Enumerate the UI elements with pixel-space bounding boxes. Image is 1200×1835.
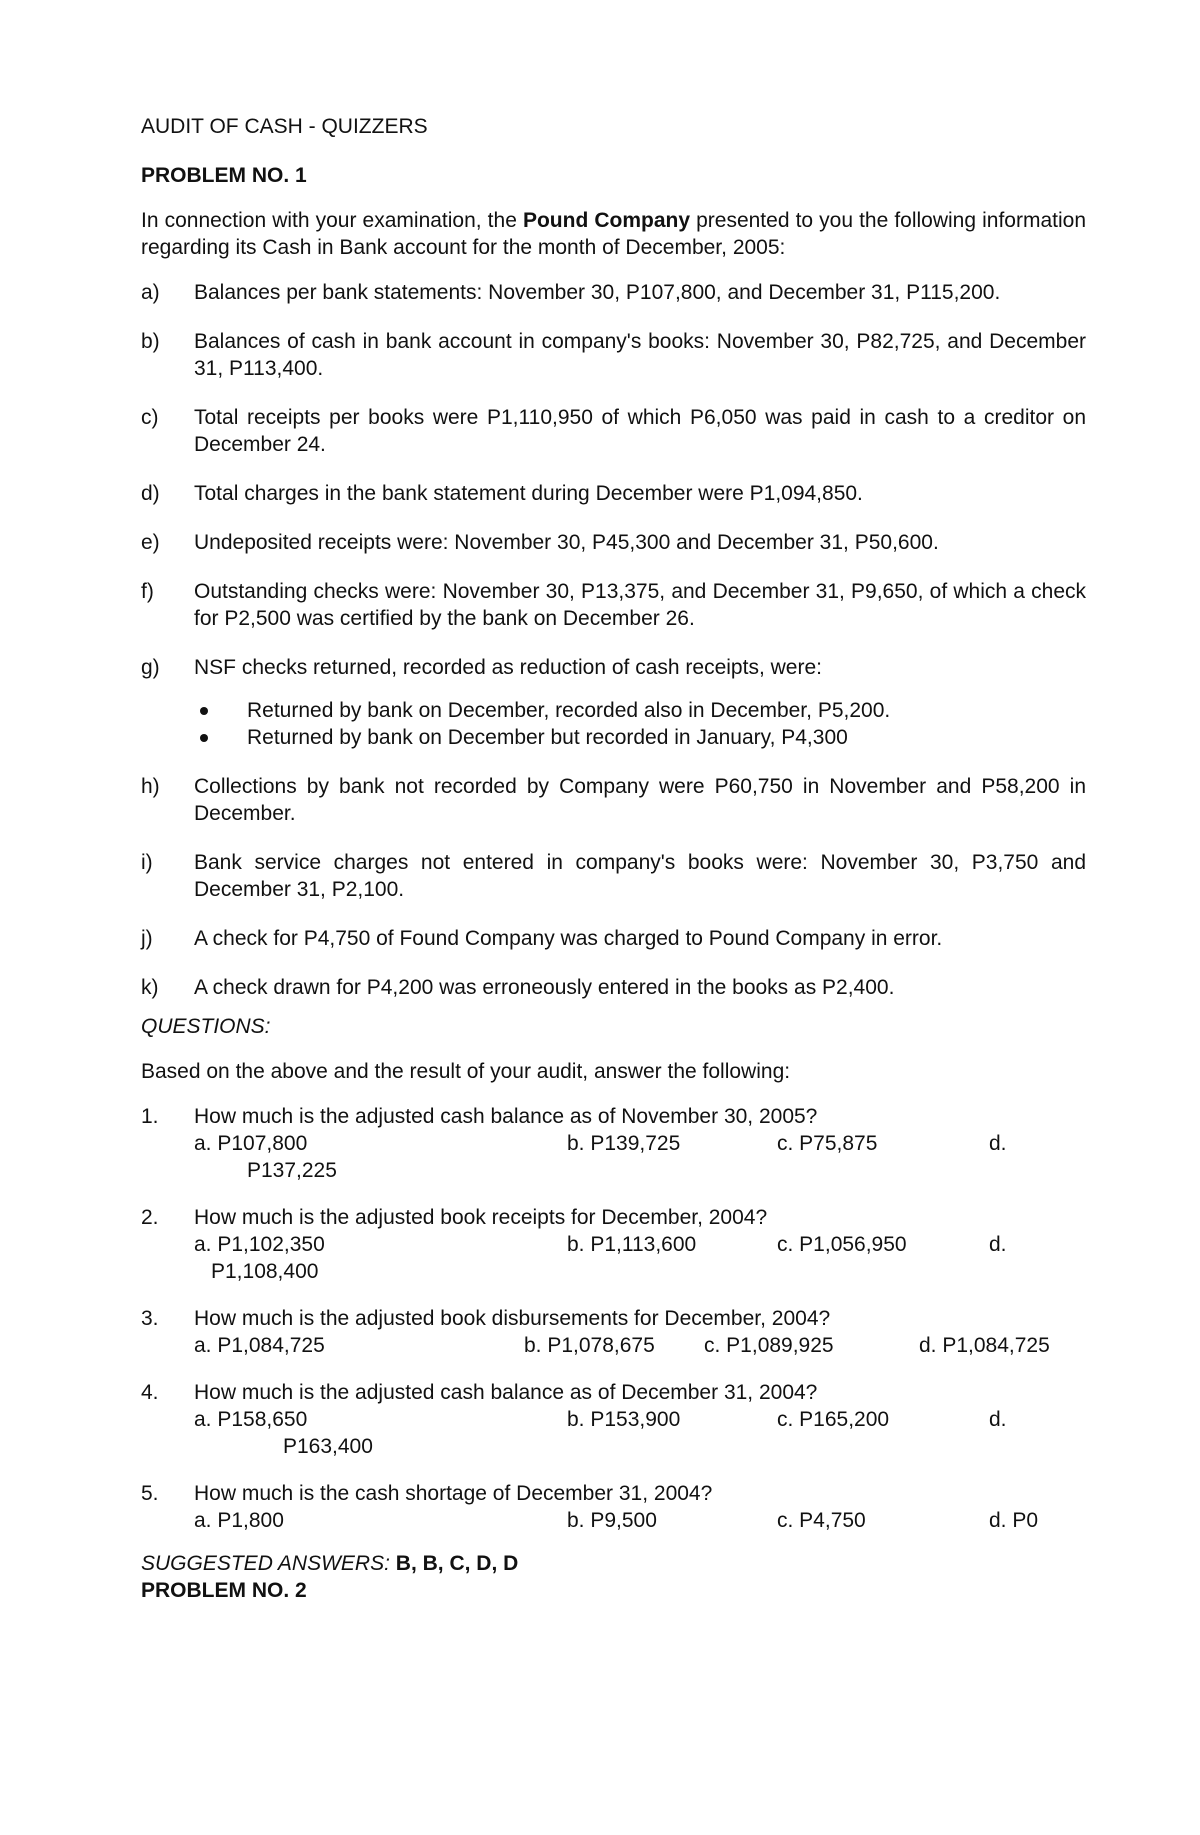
item-a: [141, 279, 1086, 306]
item-text: Total charges in the bank statement during December were P1,094,850.: [194, 482, 863, 505]
question-5: [141, 1480, 1086, 1534]
question-number: 4.: [141, 1381, 159, 1404]
item-marker: c): [141, 406, 159, 429]
questions-intro: Based on the above and the result of your audit, answer the following:: [141, 1060, 791, 1083]
choice-a: a. P1,800: [194, 1509, 284, 1532]
item-text: Outstanding checks were: November 30, P13,375, and December 31, P9,650, of which a check for P2,500 was certified by the bank on December 26.: [194, 580, 1086, 630]
bullet-item: [194, 697, 1086, 724]
item-text: Total receipts per books were P1,110,950 of which P6,050 was paid in cash to a creditor on December 24.: [194, 406, 1086, 456]
choice-d-wrap: P163,400: [283, 1435, 373, 1458]
item-text: Balances per bank statements: November 30, P107,800, and December 31, P115,200.: [194, 281, 1001, 304]
question-text: How much is the adjusted cash balance as of November 30, 2005?: [194, 1105, 818, 1128]
choice-c: c. P75,875: [777, 1132, 878, 1155]
question-4: [141, 1379, 1086, 1460]
choices-row: [194, 1231, 1086, 1258]
intro-pre: In connection with your examination, the: [141, 209, 523, 232]
problem-1-heading: PROBLEM NO. 1: [141, 164, 307, 187]
item-e: [141, 529, 1086, 556]
item-f: [141, 578, 1086, 632]
choice-b: b. P1,113,600: [567, 1233, 697, 1256]
item-d: [141, 480, 1086, 507]
question-number: 3.: [141, 1307, 159, 1330]
bullet-item: [194, 724, 1086, 751]
questions-label: QUESTIONS:: [141, 1015, 271, 1038]
bullet-text: Returned by bank on December but recorded in January, P4,300: [247, 726, 848, 749]
choice-c: c. P1,056,950: [777, 1233, 907, 1256]
choice-d-wrap: P1,108,400: [211, 1260, 319, 1283]
item-marker: k): [141, 976, 159, 999]
choice-b: b. P153,900: [567, 1408, 681, 1431]
choices-row: [194, 1130, 1086, 1157]
choice-d: d. P1,084,725: [919, 1334, 1050, 1357]
question-2: [141, 1204, 1086, 1285]
choice-d: d.: [989, 1132, 1007, 1155]
choices-row: [194, 1332, 1086, 1359]
choice-a: a. P1,102,350: [194, 1233, 325, 1256]
item-marker: j): [141, 927, 153, 950]
intro-paragraph: [141, 207, 1086, 261]
choice-b: b. P9,500: [567, 1509, 657, 1532]
document-page: [141, 113, 1086, 1604]
question-number: 1.: [141, 1105, 159, 1128]
question-1: [141, 1103, 1086, 1184]
item-b: [141, 328, 1086, 382]
choice-c: c. P1,089,925: [704, 1334, 834, 1357]
item-marker: f): [141, 580, 154, 603]
bullet-icon: [200, 707, 208, 715]
choice-a: a. P1,084,725: [194, 1334, 325, 1357]
item-text: A check drawn for P4,200 was erroneously entered in the books as P2,400.: [194, 976, 895, 999]
question-number: 5.: [141, 1482, 159, 1505]
item-text: NSF checks returned, recorded as reduction of cash receipts, were:: [194, 656, 822, 679]
item-marker: h): [141, 775, 160, 798]
choice-c: c. P165,200: [777, 1408, 890, 1431]
nsf-bullet-list: [194, 697, 1086, 751]
choice-b: b. P1,078,675: [524, 1334, 655, 1357]
choice-d: d.: [989, 1408, 1007, 1431]
choice-d: d. P0: [989, 1509, 1039, 1532]
item-marker: e): [141, 531, 160, 554]
choice-a: a. P107,800: [194, 1132, 308, 1155]
question-text: How much is the cash shortage of December 31, 2004?: [194, 1482, 713, 1505]
item-h: [141, 773, 1086, 827]
choice-d-wrap: P137,225: [247, 1159, 337, 1182]
item-marker: g): [141, 656, 160, 679]
company-name: Pound Company: [522, 209, 691, 232]
suggested-answers-label: SUGGESTED ANSWERS:: [141, 1552, 390, 1575]
item-g: [141, 654, 1086, 681]
item-text: Undeposited receipts were: November 30, P45,300 and December 31, P50,600.: [194, 531, 939, 554]
choices-row: [194, 1507, 1086, 1534]
item-marker: a): [141, 281, 160, 304]
intro-post: presented to you the following information regarding its Cash in Bank account for the month of December, 2005:: [141, 209, 1086, 259]
choices-row: [194, 1406, 1086, 1433]
item-k: [141, 974, 1086, 1001]
item-marker: i): [141, 851, 153, 874]
question-text: How much is the adjusted book receipts for December, 2004?: [194, 1206, 768, 1229]
item-c: [141, 404, 1086, 458]
suggested-answers: [141, 1550, 1086, 1577]
question-text: How much is the adjusted book disbursements for December, 2004?: [194, 1307, 831, 1330]
item-text: A check for P4,750 of Found Company was charged to Pound Company in error.: [194, 927, 943, 950]
item-marker: b): [141, 330, 160, 353]
item-i: [141, 849, 1086, 903]
suggested-answers-values: B, B, C, D, D: [389, 1552, 519, 1575]
problem-2-heading: PROBLEM NO. 2: [141, 1579, 307, 1602]
document-title: AUDIT OF CASH - QUIZZERS: [141, 115, 428, 138]
item-text: Bank service charges not entered in company's books were: November 30, P3,750 and December 31, P2,100.: [194, 851, 1086, 901]
question-number: 2.: [141, 1206, 159, 1229]
item-text: Balances of cash in bank account in company's books: November 30, P82,725, and December 31, P113,400.: [194, 330, 1086, 380]
choice-d: d.: [989, 1233, 1007, 1256]
choice-c: c. P4,750: [777, 1509, 866, 1532]
choice-b: b. P139,725: [567, 1132, 681, 1155]
bullet-icon: [200, 734, 208, 742]
choice-a: a. P158,650: [194, 1408, 308, 1431]
bullet-text: Returned by bank on December, recorded also in December, P5,200.: [247, 699, 891, 722]
question-text: How much is the adjusted cash balance as of December 31, 2004?: [194, 1381, 818, 1404]
item-text: Collections by bank not recorded by Company were P60,750 in November and P58,200 in December.: [194, 775, 1086, 825]
item-j: [141, 925, 1086, 952]
question-3: [141, 1305, 1086, 1359]
item-marker: d): [141, 482, 160, 505]
